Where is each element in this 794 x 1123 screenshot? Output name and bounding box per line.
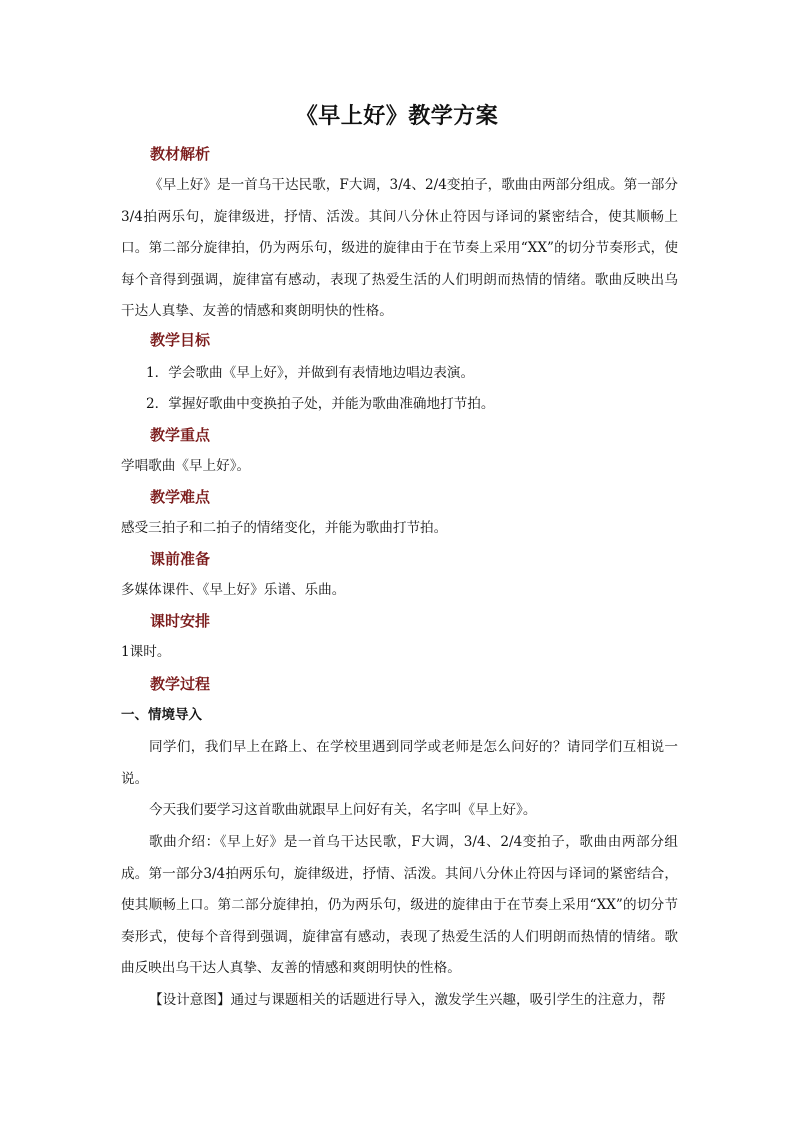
key-points-text: 学唱歌曲《早上好》。 — [121, 458, 251, 474]
heading-key-points: 教学重点 — [150, 426, 211, 444]
step1-design-intent: 【设计意图】通过与课题相关的话题进行导入，激发学生兴趣，吸引学生的注意力，帮 — [149, 992, 666, 1008]
analysis-paragraph: 《早上好》是一首乌干达民歌，F大调，3/4、2/4变拍子，歌曲由两部分组成。第一部分3/4拍两乐句，旋律级进，抒情、活泼。其间八分休止符因与译词的紧密结合，使其顺畅上口。第二部分旋律拍，仍为两乐句，级进的旋律由于在节奏上采用“XX”的切分节奏形式，使每个音得到强调，旋律富有感动，表现了热爱生活的人们明朗而热情的情绪。歌曲反映出乌干达人真挚、友善的情感和爽朗明快的性格。 — [121, 177, 678, 319]
heading-preparation: 课前准备 — [150, 550, 211, 568]
difficulties-text: 感受三拍子和二拍子的情绪变化，并能为歌曲打节拍。 — [121, 520, 448, 536]
schedule-text: 1课时。 — [121, 644, 171, 660]
step1-paragraph-1: 同学们，我们早上在路上、在学校里遇到同学或老师是怎么问好的？请同学们互相说一说。 — [121, 739, 678, 787]
heading-difficulties: 教学难点 — [150, 488, 211, 506]
document-title: 《早上好》教学方案 — [295, 104, 499, 129]
heading-schedule: 课时安排 — [150, 612, 211, 630]
step1-paragraph-3: 歌曲介绍：《早上好》是一首乌干达民歌，F大调，3/4、2/4变拍子，歌曲由两部分组成。第一部分3/4拍两乐句，旋律级进，抒情、活泼。其间八分休止符因与译词的紧密结合，使其顺畅上口。第二部分旋律拍，仍为两乐句，级进的旋律由于在节奏上采用“XX”的切分节奏形式，使每个音得到强调，旋律富有感动，表现了热爱生活的人们明朗而热情的情绪。歌曲反映出乌干达人真挚、友善的情感和爽朗明快的性格。 — [121, 834, 678, 976]
step1-heading: 一、情境导入 — [121, 707, 202, 723]
preparation-text: 多媒体课件、《早上好》乐谱、乐曲。 — [121, 582, 346, 598]
heading-analysis: 教材解析 — [150, 145, 211, 163]
heading-process: 教学过程 — [150, 675, 211, 693]
goal-item-1: 1．学会歌曲《早上好》，并做到有表情地边唱边表演。 — [146, 365, 475, 381]
goal-item-2: 2．掌握好歌曲中变换拍子处，并能为歌曲准确地打节拍。 — [146, 396, 495, 412]
step1-paragraph-2: 今天我们要学习这首歌曲就跟早上问好有关，名字叫《早上好》。 — [149, 802, 537, 818]
heading-goals: 教学目标 — [150, 331, 211, 349]
